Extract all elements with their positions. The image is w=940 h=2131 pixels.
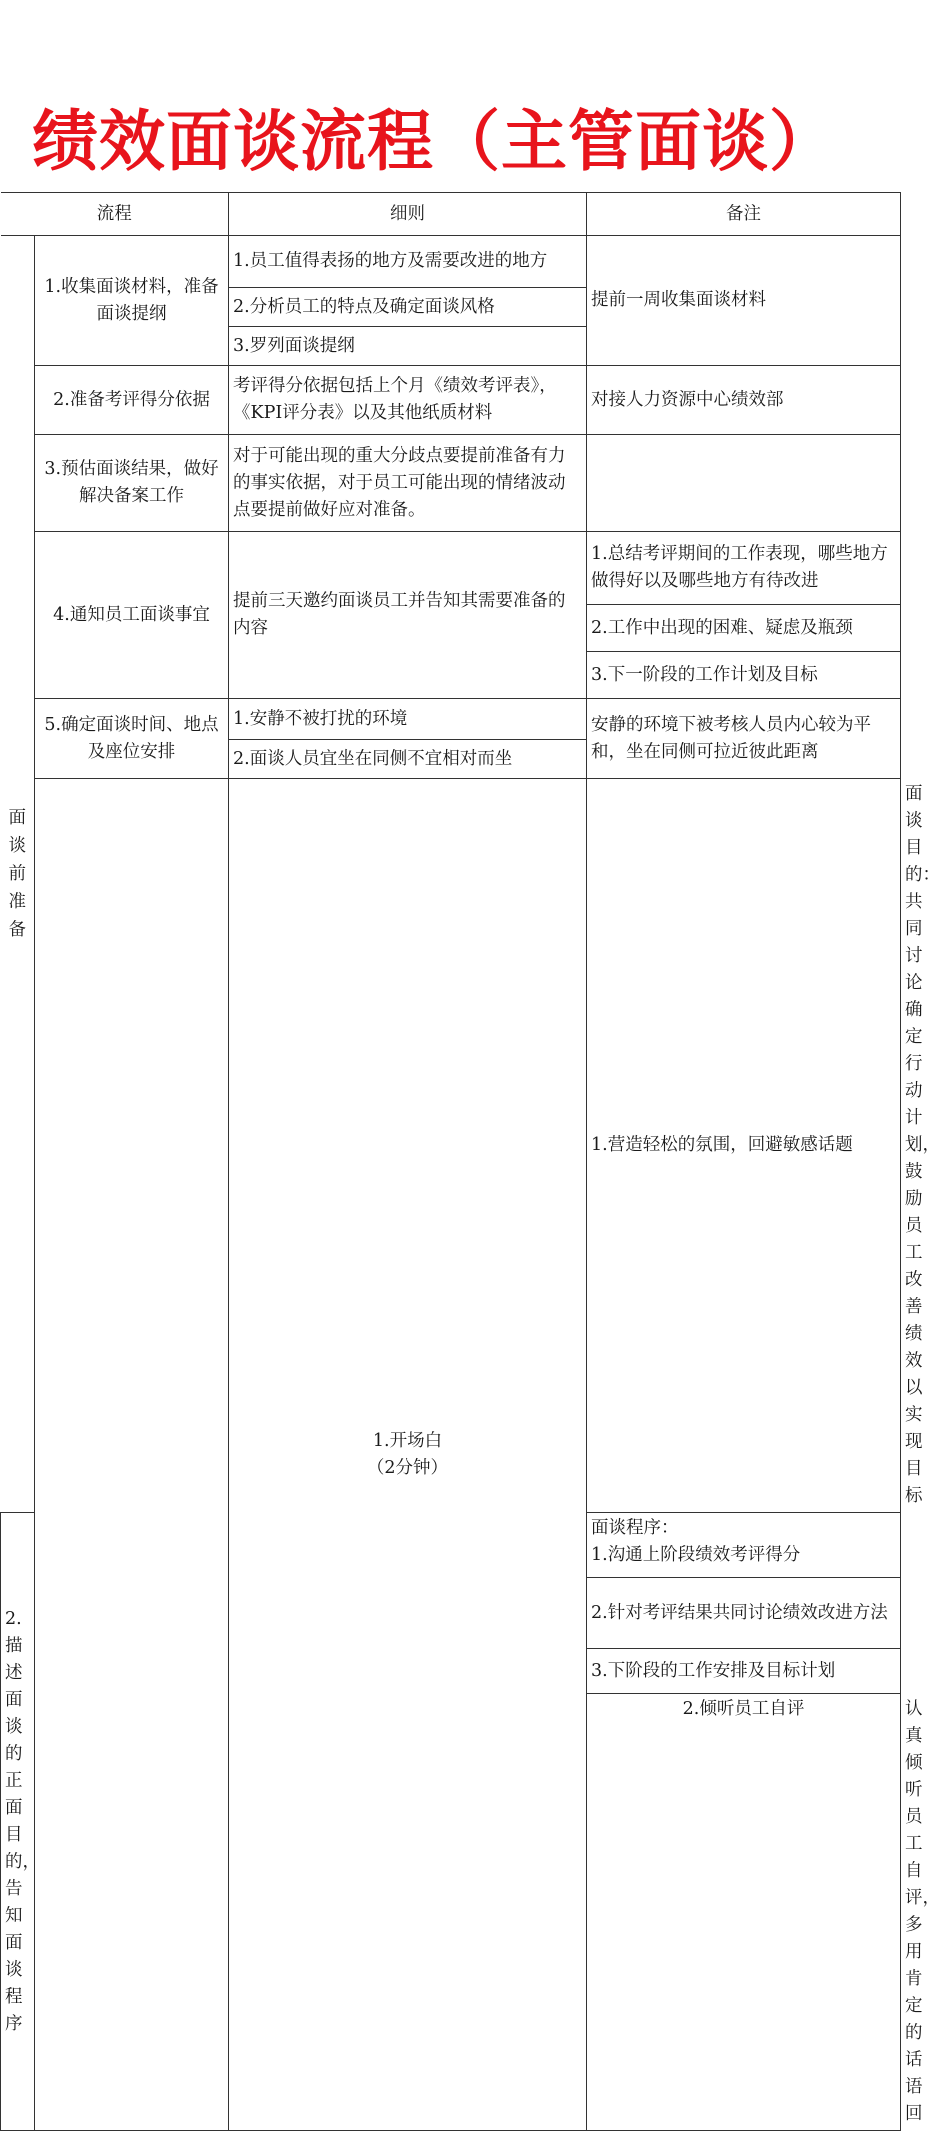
note-procedure-step1: 1.沟通上阶段绩效考评得分 bbox=[591, 1545, 801, 1565]
detail-outline: 3.罗列面谈提纲 bbox=[229, 327, 587, 366]
note-procedure-step3: 3.下阶段的工作安排及目标计划 bbox=[587, 1649, 901, 1694]
note-hr-dept: 对接人力资源中心绩效部 bbox=[587, 366, 901, 435]
detail-describe-purpose: 2.描述面谈的正面目的，告知面谈程序 bbox=[1, 1513, 35, 2131]
note-summarize-performance: 1.总结考评期间的工作表现，哪些地方做得好以及哪些地方有待改进 bbox=[587, 532, 901, 605]
phase-pre-interview: 面 谈 前 准 备 bbox=[1, 236, 35, 1513]
step-scoring-basis: 2.准备考评得分依据 bbox=[35, 366, 229, 435]
step-predict-result: 3.预估面谈结果，做好解决备案工作 bbox=[35, 435, 229, 532]
detail-quiet-env: 1.安静不被打扰的环境 bbox=[229, 699, 587, 740]
detail-notify-employee: 提前三天邀约面谈员工并告知其需要准备的内容 bbox=[229, 532, 587, 699]
detail-same-side: 2.面谈人员宜坐在同侧不宜相对而坐 bbox=[229, 740, 587, 779]
note-difficulties: 2.工作中出现的困难、疑虑及瓶颈 bbox=[587, 605, 901, 652]
step-opening bbox=[229, 779, 587, 2131]
detail-relaxed-atmosphere: 1.营造轻松的氛围，回避敏感话题 bbox=[587, 779, 901, 1513]
process-table: 流程 细则 备注 面 谈 前 准 备 1.收集面谈材料，准备面谈提纲 1.员工值得表扬的地方及需要改进的地方 提前一周收集面谈材料 2.分析员工的特点及确定面谈风格 3.罗列面谈提纲 2.准备考评得分依据 考评得分依据包括上个月《绩效考评表》，《KPI评分表》以及其他纸质材料 对接人力资源中心绩效部 3.预估面谈结果，做好解决备案工作 对于可能出现的重大分歧点要提前准备有力的事实依据，对于员工可能出现的情绪波动点要提前做好应对准备。 4.通知员工面谈事宜 提前三天邀约面谈员工并告知其需要准备的内容 1.总结考评期间的工作表现，哪些地方做得好以及哪些地方有待改进 2.工作中出现的困难、疑虑及瓶颈 3.下一阶段的工作计划及目标 5.确定面谈时间、地点及座位安排 1.安静不被打扰的环境 安静的环境下被考核人员内心较为平和，坐在同侧可拉近彼此距离 2.面谈人员宜坐在同侧不宜相对而坐 1.开场白 （2分钟） 1.营造轻松的氛围，回避敏感话题 面谈目的：共同讨论确定行动计划，鼓励员工改善绩效以实现目标 2.描述面谈的正面目的，告知面谈程序 面谈程序： 1.沟通上阶段绩效考评得分 2.针对考评结果共同讨论绩效改进方法 3.下阶段的工作安排及目标计划 2.倾听员工自评 认真倾听员工自评，多用肯定的话语回 bbox=[0, 192, 901, 2131]
header-detail: 细则 bbox=[229, 193, 587, 236]
step-notify-employee: 4.通知员工面谈事宜 bbox=[35, 532, 229, 699]
step-opening-label: 1.开场白 bbox=[372, 1430, 443, 1451]
note-procedure-title: 面谈程序： bbox=[591, 1518, 679, 1538]
phase-interview bbox=[35, 779, 229, 2131]
page-title: 绩效面谈流程（主管面谈） bbox=[32, 102, 836, 180]
note-procedure bbox=[587, 1513, 901, 1578]
step-listen-self-eval: 2.倾听员工自评 bbox=[587, 1694, 901, 2131]
note-next-plan: 3.下一阶段的工作计划及目标 bbox=[587, 652, 901, 699]
process-table-container bbox=[0, 192, 940, 2124]
detail-analyze-style: 2.分析员工的特点及确定面谈风格 bbox=[229, 288, 587, 327]
step-collect-materials: 1.收集面谈材料，准备面谈提纲 bbox=[35, 236, 229, 366]
step-opening-duration: （2分钟） bbox=[366, 1457, 449, 1478]
step-time-place: 5.确定面谈时间、地点及座位安排 bbox=[35, 699, 229, 779]
note-quiet-env: 安静的环境下被考核人员内心较为平和，坐在同侧可拉近彼此距离 bbox=[587, 699, 901, 779]
header-process: 流程 bbox=[1, 193, 229, 236]
note-empty bbox=[587, 435, 901, 532]
header-note: 备注 bbox=[587, 193, 901, 236]
detail-praise-improve: 1.员工值得表扬的地方及需要改进的地方 bbox=[229, 236, 587, 288]
detail-predict-result: 对于可能出现的重大分歧点要提前准备有力的事实依据，对于员工可能出现的情绪波动点要提前做好应对准备。 bbox=[229, 435, 587, 532]
note-procedure-step2: 2.针对考评结果共同讨论绩效改进方法 bbox=[587, 1578, 901, 1649]
note-collect-week: 提前一周收集面谈材料 bbox=[587, 236, 901, 366]
detail-scoring-basis: 考评得分依据包括上个月《绩效考评表》，《KPI评分表》以及其他纸质材料 bbox=[229, 366, 587, 435]
